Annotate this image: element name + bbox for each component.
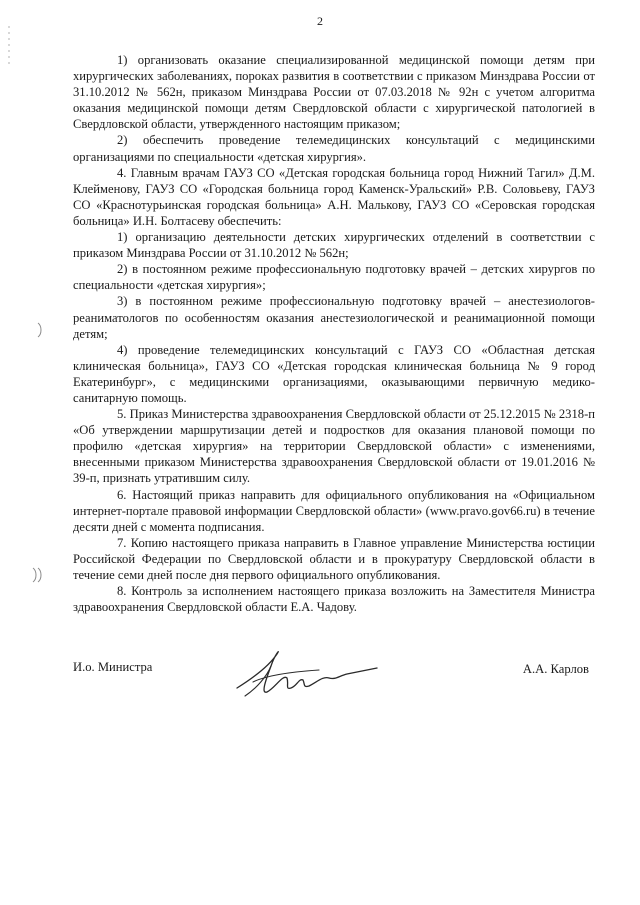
paragraph: 1) организацию деятельности детских хирургических отделений в соответствии с приказом Минздрава России от 31.10.2012 № 562н; [73,230,595,261]
paragraph: 5. Приказ Министерства здравоохранения Свердловской области от 25.12.2015 № 2318-п «Об утверждении маршрутизации детей и подростков для оказания плановой помощи по профилю «детская хирургия» на территории Свердловской области» с изменениями, внесенными приказом Министерства здравоохранения Свердловской области от 19.01.2016 № 39-п, признать утратившим силу. [73,407,595,486]
paragraph: 2) обеспечить проведение телемедицинских консультаций с медицинскими организациями по специальности «детская хирургия». [73,133,595,164]
page-number: 2 [317,14,323,28]
paragraph: 4. Главным врачам ГАУЗ СО «Детская городская больница город Нижний Тагил» Д.М. Клейменову, ГАУЗ СО «Городская больница город Каменск-Уральский» Р.В. Соловьеву, ГАУЗ СО «Краснотурьинская городская больница» А.Н. Малькову, ГАУЗ СО «Серовская городская больница» И.Н. Болтасеву обеспечить: [73,165,595,228]
signature-block [73,648,595,708]
handwritten-signature [231,648,381,700]
signatory-name: А.А. Карлов [522,662,589,676]
document-body [73,52,595,615]
scan-mark-top [6,26,12,66]
paragraph: 2) в постоянном режиме профессиональную подготовку врачей – детских хирургов по специальности «детская хирургия»; [73,262,595,293]
paragraph: 1) организовать оказание специализированной медицинской помощи детям при хирургических заболеваниях, пороках развития в соответствии с приказом Минздрава России от 31.10.2012 № 562н, приказом Минздрава России от 07.03.2018 № 92н с учетом алгоритма оказания медицинской помощи детям Свердловской области с хирургической патологией в Свердловской области, утвержденного настоящим приказом; [73,53,595,132]
paragraph: 7. Копию настоящего приказа направить в Главное управление Министерства юстиции Российской Федерации по Свердловской области и в прокуратуру Свердловской области в течение семи дней после дня первого официального опубликования. [73,535,595,582]
paragraph: 8. Контроль за исполнением настоящего приказа возложить на Заместителя Министра здравоохранения Свердловской области Е.А. Чадову. [73,584,595,615]
hole-punch-mark-lower [30,566,44,584]
paragraph: 4) проведение телемедицинских консультаций с ГАУЗ СО «Областная детская клиническая больница», ГАУЗ СО «Детская городская клиническая больница № 9 город Екатеринбург», с медицинскими организациями, оказывающими первичную медико-санитарную помощь. [73,342,595,405]
paragraph: 3) в постоянном режиме профессиональную подготовку врачей – анестезиологов-реаниматологов по особенностям оказания анестезиологической и реанимационной помощи детям; [73,294,595,341]
paragraph: 6. Настоящий приказ направить для официального опубликования на «Официальном интернет-портале правовой информации Свердловской области» (www.pravo.gov66.ru) в течение десяти дней с момента подписания. [73,487,595,534]
signatory-title: И.о. Министра [73,660,153,674]
hole-punch-mark-upper [36,322,44,338]
